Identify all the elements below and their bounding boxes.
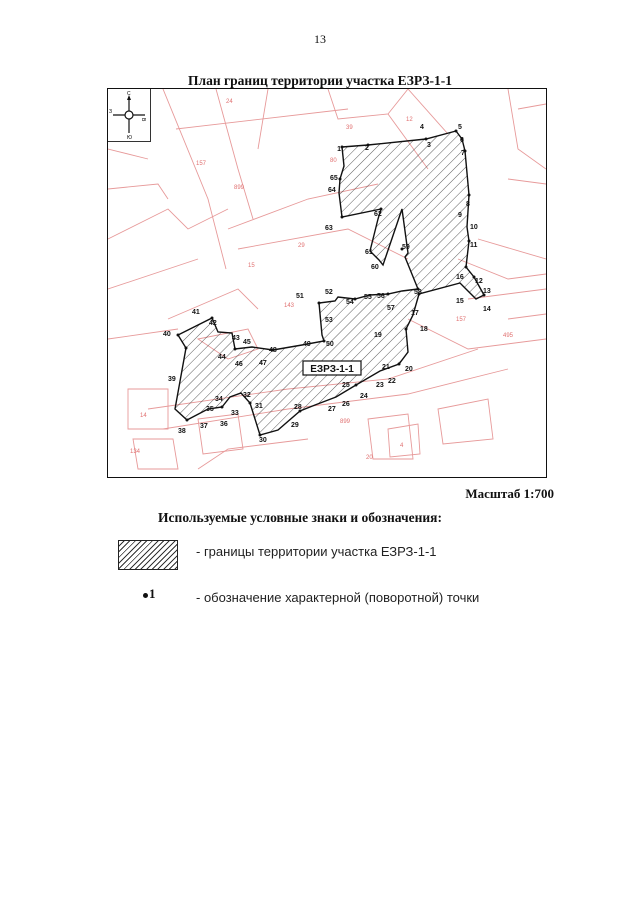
point-label-34: 34 [215,396,223,403]
hatch-swatch [118,540,178,570]
point-label-43: 43 [232,335,240,342]
point-label-2: 2 [365,145,369,152]
legend-title: Используемые условные знаки и обозначения: [158,510,442,525]
point-label-5: 5 [458,124,462,131]
point-label-50: 50 [326,341,334,348]
point-label-30: 30 [259,437,267,444]
svg-text:4: 4 [400,443,404,449]
compass-rose [108,89,151,142]
compass-west: З [109,109,113,115]
point-label-39: 39 [168,376,176,383]
point-label-14: 14 [483,306,491,313]
point-label-25: 25 [342,382,350,389]
point-label-27: 27 [328,406,336,413]
point-label-56: 56 [377,293,385,300]
point-label-61: 61 [365,249,373,256]
point-label-18: 18 [420,326,428,333]
point-label-35: 35 [206,406,214,413]
point-label-9: 9 [458,212,462,219]
svg-text:29: 29 [298,243,305,249]
boundary-map [107,88,547,478]
point-label-46: 46 [235,361,243,368]
point-label-38: 38 [178,428,186,435]
plan-title: План границ территории участка ЕЗРЗ-1-1 [188,73,452,88]
point-label-8: 8 [466,201,470,208]
point-label-21: 21 [382,364,390,371]
point-label-47: 47 [259,360,267,367]
point-label-13: 13 [483,288,491,295]
point-symbol-number: 1 [149,586,156,601]
point-label-32: 32 [243,392,251,399]
page-number: 13 [314,32,326,46]
point-label-7: 7 [461,150,465,157]
compass-east: В [140,118,146,122]
point-label-3: 3 [427,142,431,149]
svg-text:24: 24 [226,99,233,105]
svg-text:80: 80 [330,158,337,164]
svg-text:39: 39 [346,125,353,131]
point-label-19: 19 [374,332,382,339]
point-label-59: 59 [402,244,410,251]
point-label-49: 49 [303,341,311,348]
point-label-60: 60 [371,264,379,271]
map-canvas [108,89,546,477]
legend-boundary-text: - границы территории участка ЕЗРЗ-1-1 [196,544,437,559]
point-label-44: 44 [218,354,226,361]
scale-label: Масштаб 1:700 [465,486,554,501]
point-label-12: 12 [475,278,483,285]
point-label-11: 11 [470,242,478,249]
point-label-1: 1 [337,146,341,153]
point-label-10: 10 [470,224,478,231]
point-label-26: 26 [342,401,350,408]
compass-north: С [127,91,131,97]
point-label-37: 37 [200,423,208,430]
point-label-55: 55 [364,294,372,301]
point-label-22: 22 [388,378,396,385]
svg-text:134: 134 [130,449,141,455]
point-label-28: 28 [294,404,302,411]
svg-text:ЕЗРЗ-1-1: ЕЗРЗ-1-1 [310,364,354,375]
point-label-63: 63 [325,225,333,232]
point-label-31: 31 [255,403,263,410]
point-label-15: 15 [456,298,464,305]
point-label-53: 53 [325,317,333,324]
svg-text:157: 157 [456,317,467,323]
point-symbol [143,586,156,602]
point-label-42: 42 [209,320,217,327]
svg-text:899: 899 [340,419,351,425]
svg-text:157: 157 [196,161,207,167]
point-label-29: 29 [291,422,299,429]
point-label-45: 45 [243,339,251,346]
zone-label [303,361,361,375]
point-label-65: 65 [330,175,338,182]
point-label-6: 6 [460,137,464,144]
point-dot-icon [143,593,148,598]
point-label-17: 17 [411,310,419,317]
point-label-36: 36 [220,421,228,428]
point-label-24: 24 [360,393,368,400]
svg-text:20: 20 [366,455,373,461]
point-label-48: 48 [269,347,277,354]
point-label-58: 58 [414,289,422,296]
point-label-16: 16 [456,274,464,281]
point-label-51: 51 [296,293,304,300]
point-label-57: 57 [387,305,395,312]
legend-point-text: - обозначение характерной (поворотной) точки [196,590,480,605]
svg-text:143: 143 [284,303,295,309]
svg-text:15: 15 [248,263,255,269]
compass-south: Ю [127,135,133,141]
point-label-40: 40 [163,331,171,338]
svg-text:899: 899 [234,185,245,191]
svg-text:14: 14 [140,413,147,419]
point-label-20: 20 [405,366,413,373]
point-label-52: 52 [325,289,333,296]
point-label-62: 62 [374,211,382,218]
point-label-33: 33 [231,410,239,417]
svg-text:495: 495 [503,333,514,339]
point-label-23: 23 [376,382,384,389]
point-label-41: 41 [192,309,200,316]
point-label-54: 54 [346,299,354,306]
point-label-4: 4 [420,124,424,131]
svg-text:12: 12 [406,117,413,123]
point-label-64: 64 [328,187,336,194]
